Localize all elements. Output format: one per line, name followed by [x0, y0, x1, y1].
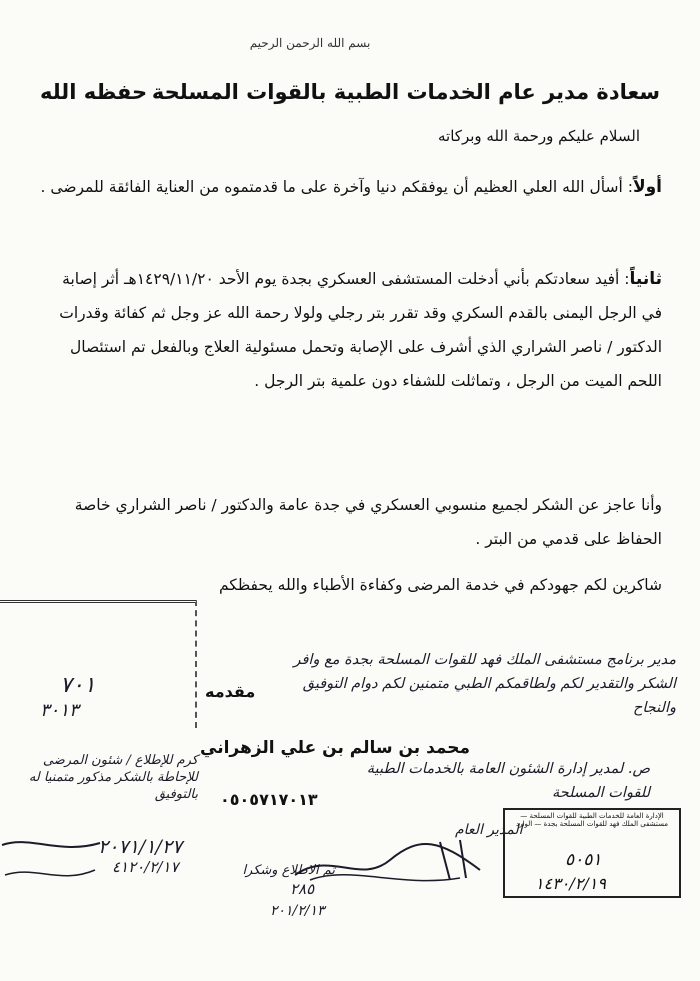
addressee-line	[40, 80, 660, 104]
basmala: بسم الله الرحمن الرحيم	[249, 36, 371, 50]
sender-phone: ٠٥٠٥٧١٧٠١٣	[220, 790, 318, 809]
handwritten-date-left-2: ٤١٢٠/٢/١٧	[112, 858, 179, 876]
sender-label: مقدمه	[205, 682, 256, 701]
left-stamp-number-1: ٧٠١	[60, 673, 96, 698]
signature-scribble	[290, 830, 490, 890]
handwritten-bottom-number-2: ٢٠١/٢/١٣	[270, 903, 325, 919]
paragraph-1-lead: أولاً	[632, 177, 662, 197]
handwritten-small-note: تم الاطلاع وشكرا	[242, 863, 335, 878]
incoming-stamp	[503, 808, 681, 898]
handwritten-note-left: كرم للإطلاع / شئون المرضى للإحاطة بالشكر مذكور متمنيا له بالتوفيق	[28, 753, 198, 802]
paragraph-1	[37, 170, 662, 204]
closing-line: شاكرين لكم جهودكم في خدمة المرضى وكفاءة الأطباء والله يحفظكم	[218, 576, 662, 594]
honorific: حفظه الله	[40, 80, 148, 104]
sender-name: محمد بن سالم بن علي الزهراني	[200, 738, 471, 758]
paragraph-3: وأنا عاجز عن الشكر لجميع منسوبي العسكري في جدة عامة والدكتور / ناصر الشراري خاصة الحفاظ على قدمي من البتر .	[74, 496, 662, 548]
handwritten-note-right-2: ص. لمدير إدارة الشئون العامة بالخدمات الطبية للقوات المسلحة	[366, 761, 650, 801]
incoming-stamp-date: ١٤٣٠/٢/١٩	[535, 874, 606, 893]
handwritten-date-left: ٢٠٧١/١/٢٧	[98, 836, 183, 858]
incoming-stamp-header: الإدارة العامة للخدمات الطبية للقوات المسلحة — مستشفى الملك فهد للقوات المسلحة بجدة — الوارد	[516, 812, 668, 828]
left-stamp-frame	[0, 600, 197, 728]
paragraph-1-text: : أسأل الله العلي العظيم أن يوفقكم دنيا وآخرة على ما قدمتموه من العناية الفائقة للمرضى .	[40, 178, 633, 196]
paragraph-2-text: : أفيد سعادتكم بأني أدخلت المستشفى العسكري بجدة يوم الأحد ١٤٢٩/١١/٢٠هـ أثر إصابة في الرجل اليمنى بالقدم السكري وقد تقرر بتر رجلي ولولا رحمة الله عز وجل ثم كفائة وقدرات الدكتور / ناصر الشراري الذي أشرف على الإصابة وتحمل مسئولية العلاج وبالفعل تم استئصال اللحم الميت من الرجل ، وتماثلت للشفاء دون علمية بتر الرجل .	[59, 270, 662, 390]
addressee-title: سعادة مدير عام الخدمات الطبية بالقوات المسلحة	[151, 80, 660, 104]
handwritten-note-right: مدير برنامج مستشفى الملك فهد للقوات المسلحة بجدة مع وافر الشكر والتقدير لكم ولطاقمكم الطبي متمنين لكم دوام التوفيق والنجاح	[293, 652, 676, 716]
handwritten-bottom-number-1: ٢٨٥	[290, 880, 315, 898]
incoming-stamp-number: ٥٠٥١	[565, 850, 602, 870]
paragraph-2	[37, 262, 662, 398]
left-margin-scribble	[0, 825, 110, 895]
left-stamp-number-2: ٣٠١٣	[40, 700, 79, 721]
signature-title: المدير العام	[455, 822, 523, 838]
greeting: السلام عليكم ورحمة الله وبركاته	[438, 127, 640, 145]
paragraph-2-lead: ثانياً	[629, 269, 662, 289]
